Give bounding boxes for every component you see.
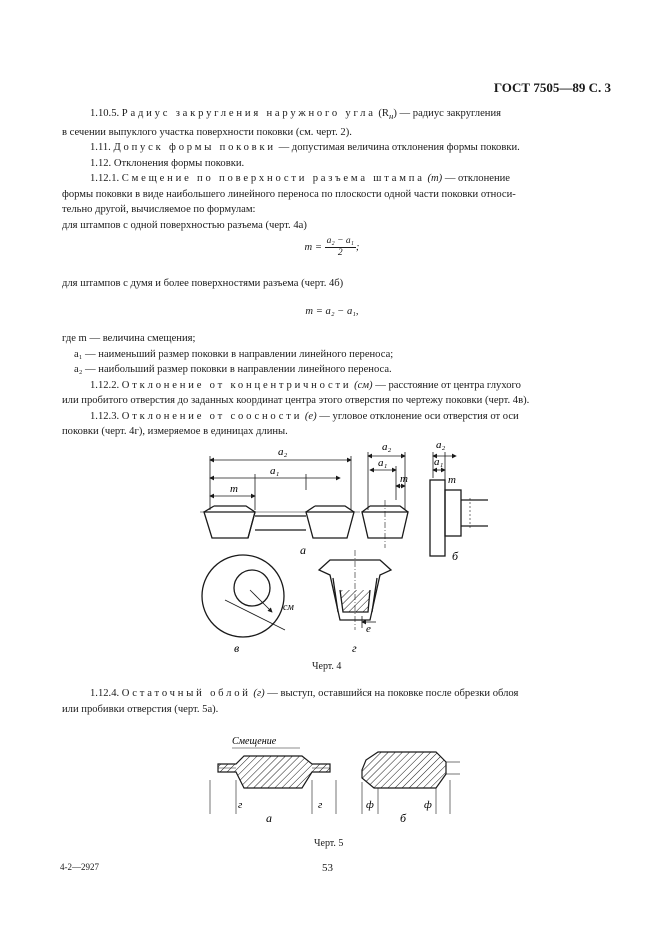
symbol-sub: н [388,111,394,122]
fig4-sublabel-b: б [452,549,459,563]
term: Радиус закругления наружного угла [121,108,376,119]
para-text: поковки (черт. 4г), измеряемое в единицах длины. [62,426,288,437]
para-1-12-3 [62,409,602,425]
para-1-12-1 [62,171,602,187]
para-number: 1.12.4. [90,688,120,699]
para-number: 1.12.1. [90,173,120,185]
page-header: ГОСТ 7505—89 С. 3 [493,80,611,95]
fig4-label-m-b: m [400,473,408,485]
fig4-label-a2: a₂ [278,446,288,458]
term: Смещение по поверхности разъема штампа [121,173,425,185]
symbol: (г) [253,688,265,699]
formula-lhs: m = [304,241,322,253]
fraction [325,236,356,259]
fig4-view-v [202,555,285,637]
para-1-12: 1.12. Отклонения формы поковки. [90,157,245,169]
fig5-label-f-right: ф [424,799,432,811]
para-number: 1.11. [90,142,111,154]
fig4-label-a2-c: a₂ [436,439,446,451]
para-text: формы поковки в виде наибольшего линейного переноса по плоскости одной части поковки относи- [62,188,516,200]
fraction-numerator: a₂ − a₁ [326,236,354,246]
page-number: 53 [322,862,333,874]
footer-code: 4-2—2927 [60,862,99,872]
para-number: 1.12.2. [90,379,120,391]
symbol: (е) [304,410,317,422]
symbol: (cм) [354,379,373,391]
fig4-view-a [200,506,360,538]
para-1-10-5 [62,106,602,125]
para-text: в сечении выпуклого участка поверхности поковки (см. черт. 2). [62,126,352,138]
term: Остаточный облой [121,688,251,699]
fig4-label-cm: cм [283,602,294,613]
para-number: 1.10.5. [90,108,120,119]
para-text: — выступ, оставшийся на поковке после обрезки облоя [267,688,519,699]
fig4-label-e: e [366,623,371,635]
formula-tail: ; [355,241,360,253]
fig5-label-shift: Смещение [232,736,277,747]
para-text: — отклонение [444,173,510,185]
para-text: или пробивки отверстия (черт. 5а). [62,703,219,715]
formula-2 [62,304,602,320]
para-text: или пробитого отверстия до заданных координат центра этого отверстия по чертежу поковки (черт. 4в). [62,395,530,406]
fraction-denominator: 2 [337,248,343,258]
figure-5 [0,730,661,830]
figure-4 [0,430,661,660]
fig5-label-g-left: г [238,799,243,811]
fig4-label-a1: a₁ [270,465,280,477]
where-line: где m — величина смещения; [62,333,196,344]
text-block [62,106,602,233]
fig4-label-m-c: m [448,474,456,486]
para-text: для штампов с одной поверхностью разъема (черт. 4а) [62,219,307,231]
figure-4-caption: Черт. 4 [312,661,342,672]
figure-5-caption: Черт. 5 [314,838,344,849]
text-block [62,276,602,292]
text-block [62,331,602,440]
term: Отклонение от соосности [121,410,303,422]
where-line: a₂ — наибольший размер поковки в направлении линейного переноса. [74,364,392,375]
text-block [62,686,602,717]
term: Допуск формы поковки [113,142,276,154]
fig4-sublabel-g: г [352,641,357,655]
where-line: a₁ — наименьший размер поковки в направлении линейного переноса; [74,348,394,360]
term: Отклонение от концентричности [121,379,352,391]
para-text: — расстояние от центра глухого [375,379,521,391]
para-text: ) — радиус закругления [393,108,501,119]
fig5-label-g-right: г [318,799,323,811]
fig4-label-a2-b: a₂ [382,441,392,453]
fig5-label-f-left: ф [366,799,374,811]
symbol: (m) [427,173,443,185]
fig4-sublabel-a: а [300,543,306,557]
fig4-sublabel-v: в [234,641,240,655]
para-text: для штампов с думя и более поверхностями разъема (черт. 4б) [62,278,344,289]
fig4-label-a1-c: a₁ [434,456,444,468]
fig5-part-a [218,756,330,788]
para-text: — допустимая величина отклонения формы поковки. [278,142,520,154]
para-text: тельно другой, вычисляемое по формулам: [62,204,256,216]
formula-1 [62,236,602,259]
formula-text: m = a₂ − a₁, [305,306,359,317]
fig5-sublabel-a: а [266,811,272,825]
fig4-view-g [319,550,391,630]
fig4-label-m: m [230,483,238,495]
para-number: 1.12.3. [90,410,120,422]
para-1-12-2 [62,378,602,394]
fig5-part-b [362,752,446,788]
para-text: — угловое отклонение оси отверстия от оси [319,410,519,422]
fig5-sublabel-b: б [400,811,407,825]
fig4-label-a1-b: a₁ [378,457,388,469]
para-1-12-4 [62,686,602,702]
para-1-11 [62,140,602,156]
symbol: (R [378,108,389,119]
